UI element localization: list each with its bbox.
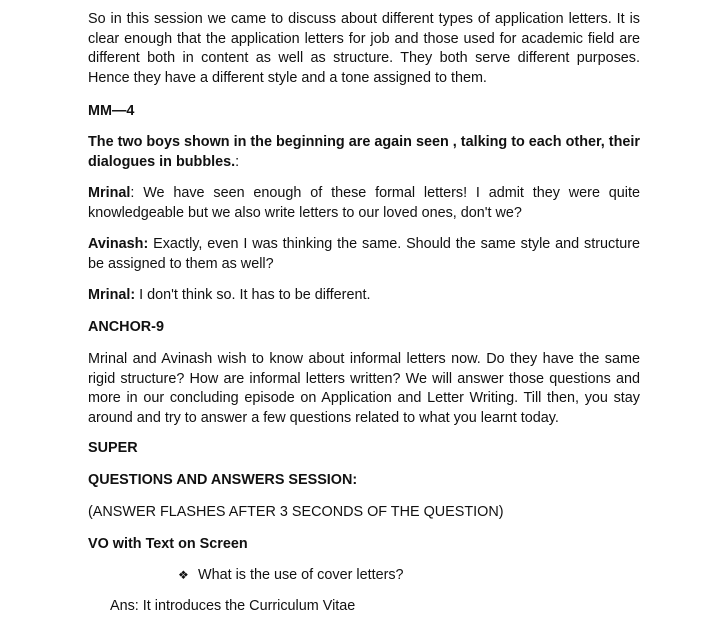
dialogue-line: I don't think so. It has to be different.	[135, 287, 371, 303]
dialogue-line: We have seen enough of these formal letters! I admit they were quite knowledgeable but we also write letters to our loved ones, don't we?	[88, 185, 640, 221]
dialogue-mrinal-1	[88, 184, 640, 223]
four-diamond-bullet-icon: ❖	[178, 568, 189, 582]
question-1-text: What is the use of cover letters?	[198, 567, 404, 583]
anchor9-heading: ANCHOR-9	[88, 319, 164, 335]
dialogue-avinash-1	[88, 235, 640, 274]
dialogue-speaker: Mrinal	[88, 185, 131, 201]
intro-paragraph: So in this session we came to discuss about different types of application letters. It is clear enough that the application letters for job and those used for academic field are different both in content as well as structure. They both serve different purposes. Hence they have a different style and a tone assigned to them.	[88, 11, 640, 86]
mm4-description-suffix: :	[235, 153, 240, 170]
answer-note: (ANSWER FLASHES AFTER 3 SECONDS OF THE QUESTION)	[88, 504, 504, 520]
answer-1: Ans: It introduces the Curriculum Vitae	[110, 598, 356, 614]
anchor9-paragraph: Mrinal and Avinash wish to know about informal letters now. Do they have the same rigid structure? How are informal letters written? We will answer those questions and more in our concluding episode on Application and Letter Writing. Till then, you stay around and try to answer a few questions related to what you learnt today.	[88, 351, 640, 426]
qa-heading: QUESTIONS AND ANSWERS SESSION:	[88, 472, 358, 488]
dialogue-speaker: Mrinal:	[88, 287, 136, 303]
super-heading: SUPER	[88, 440, 138, 456]
mm4-description	[88, 133, 640, 172]
dialogue-line: Exactly, even I was thinking the same. Should the same style and structure be assigned to them as well?	[88, 236, 640, 272]
vo-heading: VO with Text on Screen	[88, 536, 248, 552]
dialogue-mrinal-2	[88, 286, 640, 306]
dialogue-separator: :	[130, 185, 135, 201]
question-1	[178, 566, 404, 586]
mm4-description-text: The two boys shown in the beginning are again seen , talking to each other, their dialogues in bubbles.	[88, 134, 640, 170]
dialogue-speaker: Avinash:	[88, 236, 149, 252]
mm4-heading: MM—4	[88, 103, 135, 119]
